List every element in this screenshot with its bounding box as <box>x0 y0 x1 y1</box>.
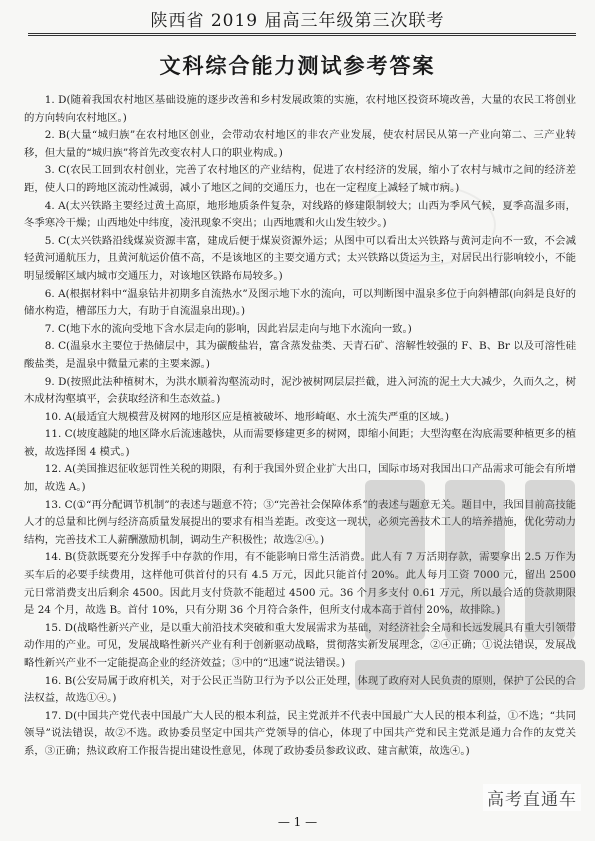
answer-item: 14. B(贷款既要充分发挥手中存款的作用，有不能影响日常生活消费。此人有 7 万活期存款，需要拿出 2.5 万作为买车后的必要手续费用，这样他可供首付的只有 4.5 万元，因此只能首付 20%。此人每月工资 7000 元，留出 2500 元日常消费支出后剩余 4500。因此月支付贷款不能超过 4500 元。36 个月多支付 0.61 万元，所以最合适的贷款期限是 24 个月，故选 B。首付 10%，只有分期 36 个月符合条件，但所支付成本高于首付 20%，故排除。) <box>24 551 576 617</box>
answer-item: 8. C(温泉水主要位于热储层中，其为碳酸盐岩，富含蒸发盐类、天青石矿、溶解性较强的 F、B、Br 以及可溶性硅酸盐类，是温泉中微量元素的主要来源。) <box>24 340 576 370</box>
document-title: 文科综合能力测试参考答案 <box>159 54 436 78</box>
answer-item: 11. C(坡度越陡的地区降水后流速越快，从而需要修建更多的树网，即缩小间距；大型沟壑在沟底需要种植更多的植被，故选择图 4 模式。) <box>24 428 576 458</box>
answer-item: 13. C(①“再分配调节机制”的表述与题意不符；③“完善社会保障体系”的表述与题意无关。题目中，我国目前高技能人才的总量和比例与经济高质量发展提出的要求有相当差距。改变这一现状，必须完善技术工人的培养措施，优化劳动力结构，完善技术工人薪酬激励机制，调动生产积极性；故选②④。) <box>24 498 576 546</box>
answer-item: 6. A(根据材料中“温泉钻井初期多自流热水”及图示地下水的流向，可以判断图中温泉多位于向斜槽部(向斜是良好的储水构造，槽部压力大，有助于自流温泉出现)。) <box>24 287 576 318</box>
header-rule <box>28 35 576 36</box>
exam-title: 陕西省 2019 届高三年级第三次联考 <box>150 11 445 31</box>
answer-item: 15. D(战略性新兴产业，是以重大前沿技术突破和重大发展需求为基础，对经济社会全局和长远发展具有重大引领带动作用的产业。可见，发展战略性新兴产业有利于创新驱动战略，贯彻落实新发展理念，②④正确；①说法错误，发展战略性新兴产业不一定能提高企业的经济效益；③中的“迅速”说法错误。) <box>24 621 576 669</box>
answer-item: 9. D(按照此法种植树木，为洪水顺着沟壑流动时，泥沙被树网层层拦截，进入河流的泥土大大减少，久而久之，树木成材沟壑填平，会获取经济和生态效益。) <box>24 375 576 406</box>
answer-item: 3. C(农民工回到农村创业，完善了农村地区的产业结构，促进了农村经济的发展，缩小了农村与城市之间的经济差距，使人口的跨地区流动性减弱，减小了地区之间的交通压力，也在一定程度上减轻了城市病。) <box>24 164 576 194</box>
answer-item: 12. A(美国推迟征收惩罚性关税的期限，有利于我国外贸企业扩大出口，国际市场对我国出口产品需求可能会有所增加，故选 A。) <box>24 463 576 494</box>
header-rule <box>28 33 576 34</box>
answers-body <box>24 92 576 761</box>
answer-item: 1. D(随着我国农村地区基础设施的逐步改善和乡村发展政策的实施，农村地区投资环境改善，大量的农民工将创业的方向转向农村地区。) <box>24 94 576 124</box>
answer-item: 7. C(地下水的流向受地下含水层走向的影响，因此岩层走向与地下水流向一致。) <box>44 322 412 335</box>
answer-item: 17. D(中国共产党代表中国最广大人民的根本利益，民主党派并不代表中国最广大人民的根本利益，①不选；“共同领导”说法错误，故②不选。政协委员坚定中国共产党领导的信心，体现了中国共产党和民主党派是通力合作的友党关系，③正确；热议政府工作报告提出建设性意见，体现了政协委员参政议政、建言献策，故选④。) <box>24 709 576 757</box>
answer-item: 16. B(公安局属于政府机关，对于公民正当防卫行为予以公正处理，体现了政府对人民负责的原则，保护了公民的合法权益，故选①④。) <box>24 674 576 705</box>
site-watermark: 高考直通车 <box>483 784 581 811</box>
answer-item: 10. A(最适宜大规模营及树网的地形区应是植被破坏、地形崎岖、水土流失严重的区域。) <box>44 410 450 423</box>
answer-item: 2. B(大量“城归族”在农村地区创业，会带动农村地区的非农产业发展，使农村居民从第一产业向第二、三产业转移，但大量的“城归族”将首先改变农村人口的职业构成。) <box>24 129 576 159</box>
answer-item: 4. A(太兴铁路主要经过黄土高原，地形地质条件复杂，对线路的修建限制较大；山西为季风气候，夏季高温多雨，冬季寒冷干燥；山西地处中纬度，凌汛现象不突出；山西地震和火山发生较少。) <box>24 199 576 230</box>
answer-item: 5. C(太兴铁路沿线煤炭资源丰富，建成后便于煤炭资源外运；从图中可以看出太兴铁路与黄河走向不一致，不会减轻黄河通航压力，且黄河航运价值不高，不是该地区的主要交通方式；太兴铁路以货运为主，对居民出行影响较小，不能明显缓解区域内城市交通压力，对该地区铁路布局较多。) <box>24 234 576 282</box>
page-number: — 1 — <box>277 815 318 829</box>
